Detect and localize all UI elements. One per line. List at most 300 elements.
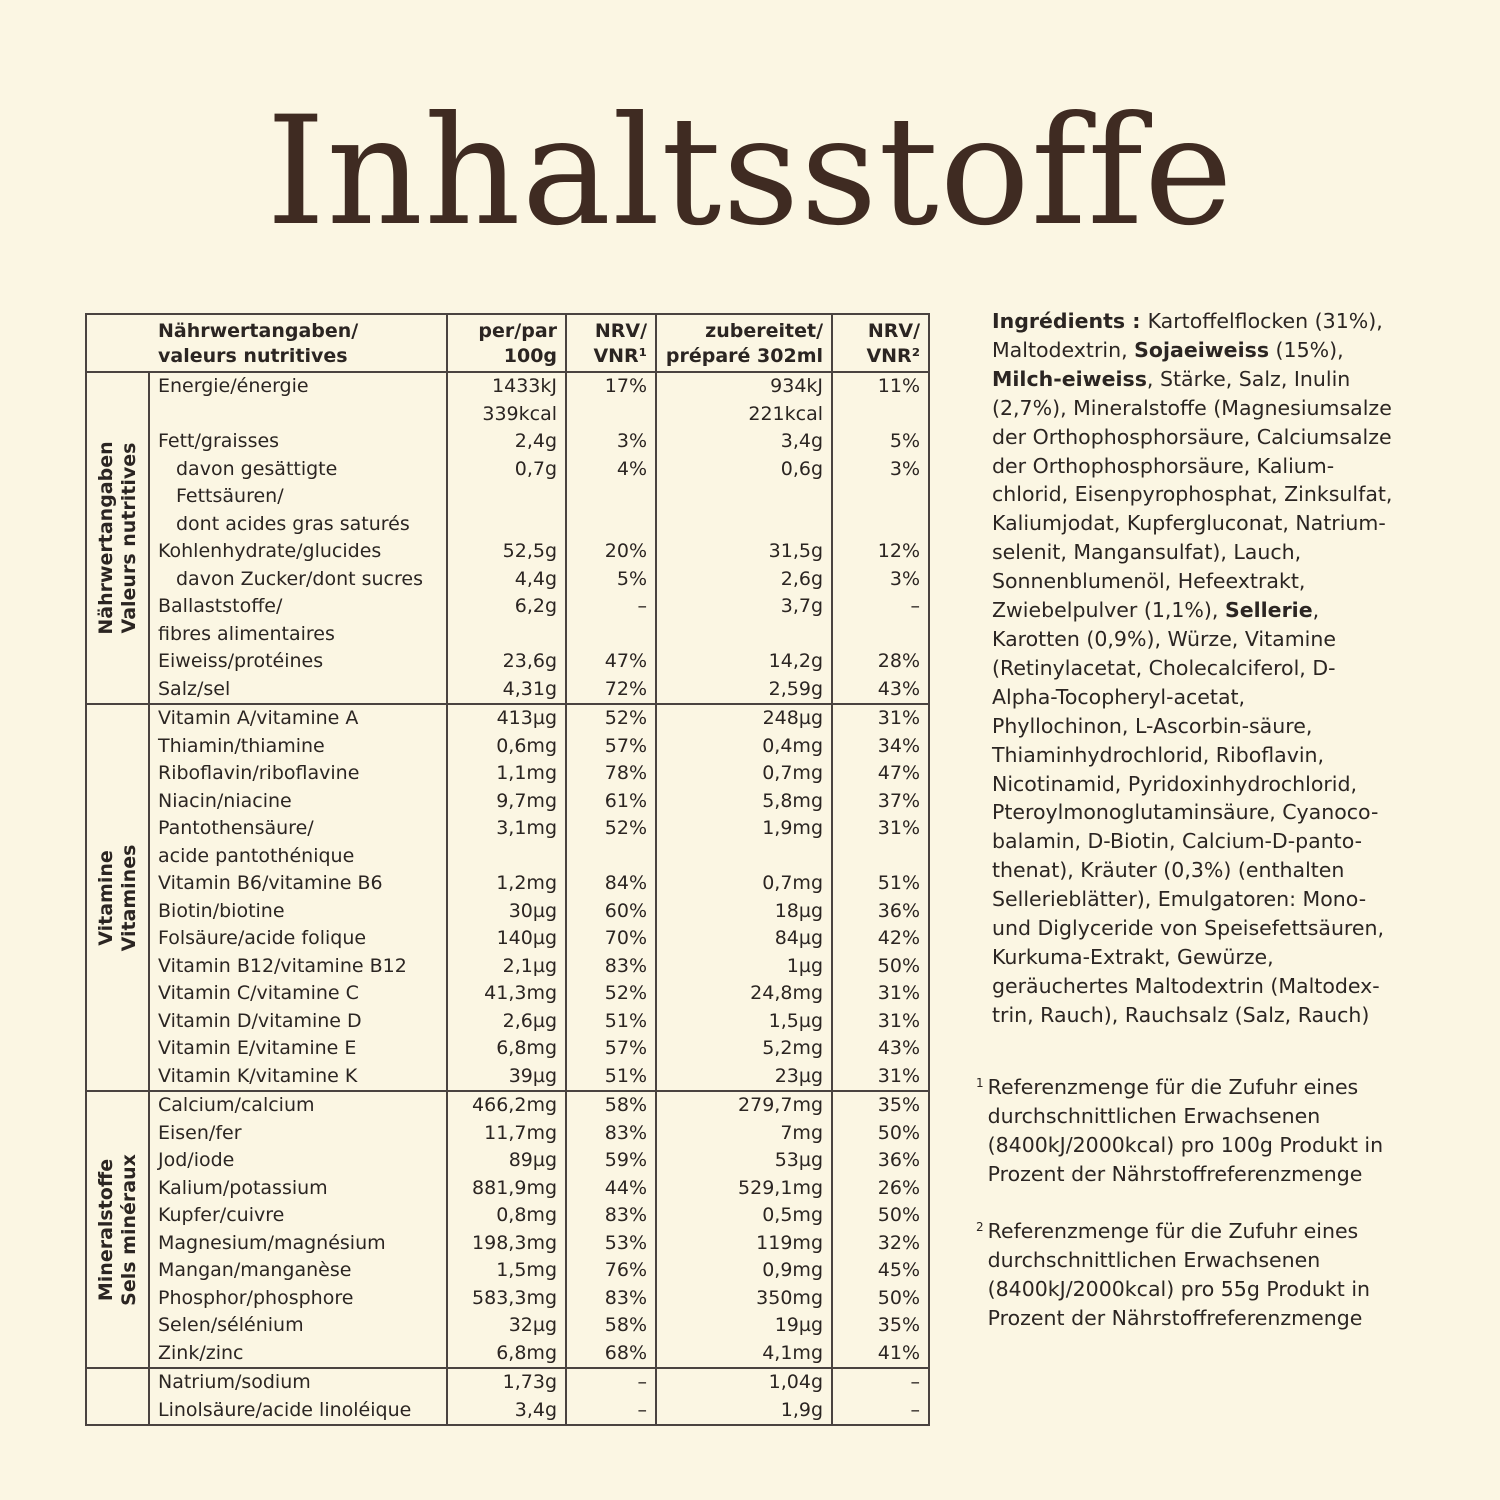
per100-value [447,1008,566,1036]
ingredients-line [992,741,1432,770]
nrv1-value: 52% [566,815,656,870]
nutrient-name [149,1147,447,1175]
nutrient-name [149,566,447,594]
nutrient-name [149,953,447,981]
prepared-value-line: 4,1mg [762,1341,824,1364]
per100-value-line: 4,4g [514,567,558,590]
nrv2-value: 37% [832,788,929,816]
prepared-value [656,566,832,594]
per100-value-line: 11,7mg [484,1121,558,1144]
nutrient-name-line: Vitamin A/vitamine A [158,707,359,729]
ingredients-line [992,1001,1432,1030]
ingredients-line [992,654,1432,683]
per100-value [447,676,566,705]
ingredient-text: der Orthophosphorsäure, Calciumsalze [992,424,1392,449]
prepared-value [656,1120,832,1148]
nrv2-value: 31% [832,704,929,733]
header-prepared-line: préparé 302ml [665,345,824,367]
nutrient-name [149,1008,447,1036]
nutrient-name [149,1035,447,1063]
ingredients-line [992,885,1432,914]
prepared-value [656,1340,832,1369]
per100-value-line: 1,1mg [496,762,558,784]
nrv2-value: 43% [832,1035,929,1063]
prepared-value-line: 31,5g [768,540,824,562]
nutrient-name-line: Biotin/biotine [158,899,285,922]
footnote-line: Prozent der Nährstoffreferenzmenge [987,1305,1363,1330]
per100-value-line: 2,6µg [502,1009,558,1032]
ingredient-text: Kaliumjodat, Kupfergluconat, Natrium- [992,511,1386,536]
footnote-line: durchschnittlichen Erwachsenen [987,1247,1321,1272]
nutrient-name [149,428,447,456]
ingredients-line [992,712,1432,741]
group-label-line: Sels minéraux [117,1153,140,1306]
ingredients-line [992,596,1432,625]
header-label-line: valeurs nutritives [158,345,348,367]
footnote-line: (8400kJ/2000kcal) pro 100g Produkt in [987,1132,1384,1157]
per100-value-line: 6,2g [514,595,558,617]
ingredients-line [992,336,1432,365]
nutrient-name-line: Kupfer/cuivre [158,1204,285,1226]
nutrient-name [149,1202,447,1230]
ingredient-text: (Retinylacetat, Cholecalciferol, D- [992,655,1336,680]
prepared-value-line: 24,8mg [750,982,824,1004]
nutrient-name [149,1120,447,1148]
nutrient-name-line: Fett/graisses [158,430,280,452]
nutrient-name-line: Magnesium/magnésium [158,1231,386,1254]
per100-value [447,815,566,870]
per100-value [447,566,566,594]
nrv1-value: 52% [566,704,656,733]
nrv2-value: 41% [832,1340,929,1369]
nrv2-value: 31% [832,1008,929,1036]
group-label-line: Nährwertangaben [94,441,117,635]
nrv2-value: 35% [832,1091,929,1120]
prepared-value [656,676,832,705]
nrv1-value: 83% [566,953,656,981]
prepared-value [656,788,832,816]
prepared-value [656,760,832,788]
nrv1-value: 3% [566,428,656,456]
ingredient-text: Sonnenblumenöl, Hefeextrakt, [992,569,1306,594]
per100-value [447,760,566,788]
nrv1-value: 57% [566,733,656,761]
prepared-value-line: 0,7mg [762,872,824,894]
table-row [86,1202,929,1230]
nrv1-value: 76% [566,1257,656,1285]
per100-value [447,1202,566,1230]
prepared-value-line: 119mg [756,1231,824,1254]
nutrient-name [149,870,447,898]
per100-value [447,372,566,428]
per100-value [447,1035,566,1063]
ingredient-highlight: Sojaeiweiss [1134,337,1270,362]
group-label-cell [86,372,149,704]
prepared-value [656,593,832,648]
nutrient-name-line: davon gesättigte [176,457,338,480]
per100-value [447,1397,566,1426]
ingredient-highlight: Sellerie [1224,598,1313,623]
prepared-value-line: 934kJ [770,375,824,397]
table-row [86,456,929,539]
group-label-cell [86,704,149,1091]
prepared-value-line: 2,6g [780,567,824,590]
ingredient-text: der Orthophosphorsäure, Kalium- [992,453,1335,478]
nutrient-name-line [158,401,438,429]
prepared-value [656,898,832,926]
nutrient-name [149,1091,447,1120]
nrv1-value: 52% [566,980,656,1008]
ingredients-line [992,943,1432,972]
nutrient-name-line: Folsäure/acide folique [158,927,367,949]
prepared-value [656,870,832,898]
table-row [86,538,929,566]
ingredient-text: Thiaminhydrochlorid, Riboflavin, [992,742,1325,767]
nrv1-value: 70% [566,925,656,953]
nutrient-name-line: Selen/sélénium [158,1314,304,1336]
nrv1-value: 61% [566,788,656,816]
group-label-line: Vitamines [117,844,140,951]
nrv2-value: 28% [832,648,929,676]
ingredient-text: Phyllochinon, L-Ascorbin-säure, [992,713,1313,738]
nutrient-name [149,1257,447,1285]
table-row [86,1257,929,1285]
table-row [86,1120,929,1148]
prepared-value [656,1368,832,1397]
nrv2-value: – [832,1397,929,1426]
per100-value-line: 1433kJ [492,375,558,397]
nrv2-value: 36% [832,898,929,926]
ingredients-line [992,770,1432,799]
nrv2-value: 51% [832,870,929,898]
table-body [86,372,929,1425]
prepared-value [656,1091,832,1120]
group-label-line: Mineralstoffe [94,1158,117,1301]
group-label-cell [86,1091,149,1368]
ingredients-line [992,480,1432,509]
nutrient-name [149,898,447,926]
prepared-value [656,456,832,539]
prepared-value [656,1397,832,1426]
nutrient-name-line: Thiamin/thiamine [158,734,325,757]
nrv1-value: 84% [566,870,656,898]
nrv2-value: 43% [832,676,929,705]
nutrient-name-line: Fettsäuren/ [176,485,284,507]
nutrition-table [85,313,930,1426]
nrv1-value: 78% [566,760,656,788]
table-row [86,815,929,870]
nrv2-value: 42% [832,925,929,953]
ingredient-text: Pteroylmonoglutaminsäure, Cyanoco- [992,800,1379,825]
ingredient-text: Kartoffelflocken (31%), [1147,309,1383,333]
nrv1-value: 44% [566,1175,656,1203]
nutrient-name-line: Vitamin B6/vitamine B6 [158,872,383,894]
nutrient-name [149,980,447,1008]
prepared-value [656,1008,832,1036]
ingredients-line [992,972,1432,1001]
prepared-value-line: 0,9mg [762,1259,824,1281]
prepared-value [656,1285,832,1313]
per100-value-line: 583,3mg [472,1286,558,1309]
prepared-value [656,925,832,953]
nrv2-value: 47% [832,760,929,788]
nutrient-name-line: Ballaststoffe/ [158,595,283,617]
nrv2-value: 50% [832,1202,929,1230]
ingredient-text: Maltodextrin, [992,337,1135,362]
nutrient-name-line: Vitamin E/vitamine E [158,1037,357,1059]
nrv2-value: 11% [832,372,929,428]
nrv2-value: 35% [832,1312,929,1340]
prepared-value [656,538,832,566]
prepared-value [656,815,832,870]
nrv1-value: 57% [566,1035,656,1063]
prepared-value-line: 84µg [774,927,824,949]
per100-value-line: 1,73g [502,1371,558,1393]
prepared-value-line: 0,5mg [762,1204,824,1226]
footnote-line: durchschnittlichen Erwachsenen [987,1103,1321,1128]
prepared-value [656,1257,832,1285]
ingredient-text: geräuchertes Maltodextrin (Maltodex- [992,973,1380,998]
table-row [86,1008,929,1036]
per100-value-line: 89µg [508,1149,558,1171]
header-per100-line: 100g [503,345,558,367]
table-row [86,953,929,981]
per100-value-line: 0,8mg [496,1204,558,1226]
per100-value-line: 3,4g [514,1398,558,1421]
footnote-text [988,1217,1408,1333]
per100-value-line: 9,7mg [496,789,558,812]
table-row [86,1340,929,1369]
per100-value [447,538,566,566]
nrv1-value: 58% [566,1091,656,1120]
ingredient-highlight: Ingrédients : [992,309,1148,333]
header-nrv2-line: VNR² [866,345,921,367]
ingredient-text: Karotten (0,9%), Würze, Vitamine [992,626,1336,651]
nrv1-value: 83% [566,1120,656,1148]
prepared-value-line: 248µg [762,707,824,729]
per100-value [447,1147,566,1175]
footnote-line: Prozent der Nährstoffreferenzmenge [987,1161,1363,1186]
table-row [86,898,929,926]
per100-value [447,925,566,953]
table-header-row [86,314,929,372]
prepared-value [656,1230,832,1258]
prepared-value [656,428,832,456]
nrv2-value: 26% [832,1175,929,1203]
prepared-value-line: 7mg [780,1121,824,1144]
table-row [86,788,929,816]
per100-value-line: 0,7g [514,457,558,480]
nrv2-value: 31% [832,980,929,1008]
prepared-value-line: 0,6g [780,457,824,480]
table-row [86,593,929,648]
prepared-value [656,733,832,761]
per100-value [447,428,566,456]
per100-value [447,870,566,898]
per100-value-line: 39µg [508,1064,558,1087]
per100-value [447,788,566,816]
nutrient-name-line: acide pantothénique [158,844,355,867]
prepared-value-line: 0,4mg [762,734,824,757]
table-row [86,428,929,456]
nrv1-value: 5% [566,566,656,594]
prepared-value-line: 279,7mg [738,1094,824,1116]
nutrient-name-line: Energie/énergie [158,375,309,397]
nrv2-value: 12% [832,538,929,566]
nrv2-value: 31% [832,1063,929,1092]
nutrient-name [149,1312,447,1340]
nutrient-name-line: Phosphor/phosphore [158,1286,354,1309]
per100-value-line: 881,9mg [472,1176,558,1199]
nutrient-name [149,676,447,705]
prepared-value [656,980,832,1008]
ingredient-text: Kurkuma-Extrakt, Gewürze, [992,944,1274,969]
prepared-value-line: 19µg [774,1314,824,1336]
table-row [86,1368,929,1397]
nutrient-name [149,1063,447,1092]
nrv1-value: 51% [566,1008,656,1036]
nutrient-name [149,704,447,733]
table-row [86,1230,929,1258]
per100-value-line: 2,4g [514,430,558,452]
nrv2-value: 3% [832,566,929,594]
per100-value [447,704,566,733]
footnote-mark: 2 [976,1220,984,1234]
prepared-value [656,1147,832,1175]
header-prepared-line: zubereitet/ [705,320,824,342]
ingredients-line [992,394,1432,423]
footnote-mark: 1 [976,1076,984,1090]
ingredient-text: und Diglyceride von Speisefettsäuren, [992,916,1385,941]
header-prepared [656,314,832,372]
nrv1-value: 53% [566,1230,656,1258]
nutrient-name-line: Eiweiss/protéines [158,650,324,672]
nutrient-name-line: Mangan/manganèse [158,1259,352,1281]
ingredients-line [992,452,1432,481]
per100-value-line: 6,8mg [496,1341,558,1364]
footnote-line: Referenzmenge für die Zufuhr eines [987,1075,1359,1099]
ingredients-line [992,625,1432,654]
group-label-line: Valeurs nutritives [117,442,140,634]
ingredients-text [992,307,1432,1030]
nrv1-value: 83% [566,1202,656,1230]
prepared-value-line: 529,1mg [738,1176,824,1199]
ingredients-line [992,798,1432,827]
prepared-value-line: 0,7mg [762,762,824,784]
group-label [95,1154,141,1306]
nutrient-name-line: Vitamin C/vitamine C [158,982,359,1004]
nrv2-value: 32% [832,1230,929,1258]
per100-value-line: 4,31g [502,677,558,700]
table-row [86,1063,929,1092]
ingredients-line [992,509,1432,538]
table-row [86,372,929,428]
ingredient-text: , [1312,598,1320,623]
nutrient-name-line: Kohlenhydrate/glucides [158,540,382,562]
prepared-value-line: 14,2g [768,650,824,672]
nrv1-value: 59% [566,1147,656,1175]
per100-value [447,898,566,926]
table-row [86,1147,929,1175]
per100-value-line: 466,2mg [472,1094,558,1116]
group-label-cell [86,1368,149,1425]
nutrient-name-line: davon Zucker/dont sucres [176,567,423,590]
prepared-value-line: 23µg [774,1064,824,1087]
header-label-line: Nährwertangaben/ [158,320,359,342]
per100-value [447,1368,566,1397]
header-nrv1-line: VNR¹ [593,345,648,367]
per100-value-line: 52,5g [502,540,558,562]
nutrient-name-line: Natrium/sodium [158,1371,311,1393]
nrv2-value: 5% [832,428,929,456]
prepared-value [656,1202,832,1230]
ingredients-line [992,307,1432,336]
footnote-2 [976,1217,1416,1333]
nutrient-name-line: Salz/sel [158,677,231,700]
table-row [86,1035,929,1063]
nrv1-value: 58% [566,1312,656,1340]
ingredient-text: (15%), [1269,337,1344,362]
header-per100 [447,314,566,372]
nrv1-value: 68% [566,1340,656,1369]
per100-value [447,733,566,761]
nutrient-name [149,538,447,566]
per100-value-line: 41,3mg [484,982,558,1004]
prepared-value-line: 3,7g [780,595,824,617]
nutrient-name-line: Kalium/potassium [158,1176,328,1199]
nutrient-name-line: Linolsäure/acide linoléique [158,1398,412,1421]
table-row [86,980,929,1008]
nutrient-name-line: Eisen/fer [158,1121,242,1144]
nrv1-value: 20% [566,538,656,566]
nutrient-name-line: Pantothensäure/ [158,817,314,839]
ingredient-text: selenit, Mangansulfat), Lauch, [992,540,1302,565]
nrv2-value: 45% [832,1257,929,1285]
prepared-value [656,1175,832,1203]
per100-value [447,1120,566,1148]
prepared-value [656,648,832,676]
ingredient-text: Alpha-Tocopheryl-acetat, [992,684,1246,709]
prepared-value [656,953,832,981]
table-row [86,1285,929,1313]
nutrient-name-line: Riboflavin/riboflavine [158,762,360,784]
prepared-value-line: 5,8mg [762,789,824,812]
ingredient-text: balamin, D-Biotin, Calcium-D-panto- [992,829,1363,854]
header-nrv1 [566,314,656,372]
nrv2-value: 31% [832,815,929,870]
table-row [86,1312,929,1340]
group-label [95,844,141,951]
prepared-value-line: 18µg [774,899,824,922]
footnote-1 [976,1073,1416,1189]
table-row [86,704,929,733]
ingredient-text: , Stärke, Salz, Inulin [1146,366,1351,391]
prepared-value-line: 350mg [756,1286,824,1309]
table-row [86,1397,929,1426]
per100-value [447,1063,566,1092]
nutrient-name-line: Calcium/calcium [158,1094,315,1116]
nutrient-name [149,593,447,648]
header-per100-line: per/par [478,320,558,342]
nrv2-value: 50% [832,1120,929,1148]
per100-value [447,1257,566,1285]
ingredient-highlight: Milch-eiweiss [992,366,1147,391]
nutrient-name [149,788,447,816]
ingredients-line [992,827,1432,856]
nrv2-value: 3% [832,456,929,539]
per100-value [447,980,566,1008]
prepared-value-line: 1,5µg [768,1009,824,1032]
